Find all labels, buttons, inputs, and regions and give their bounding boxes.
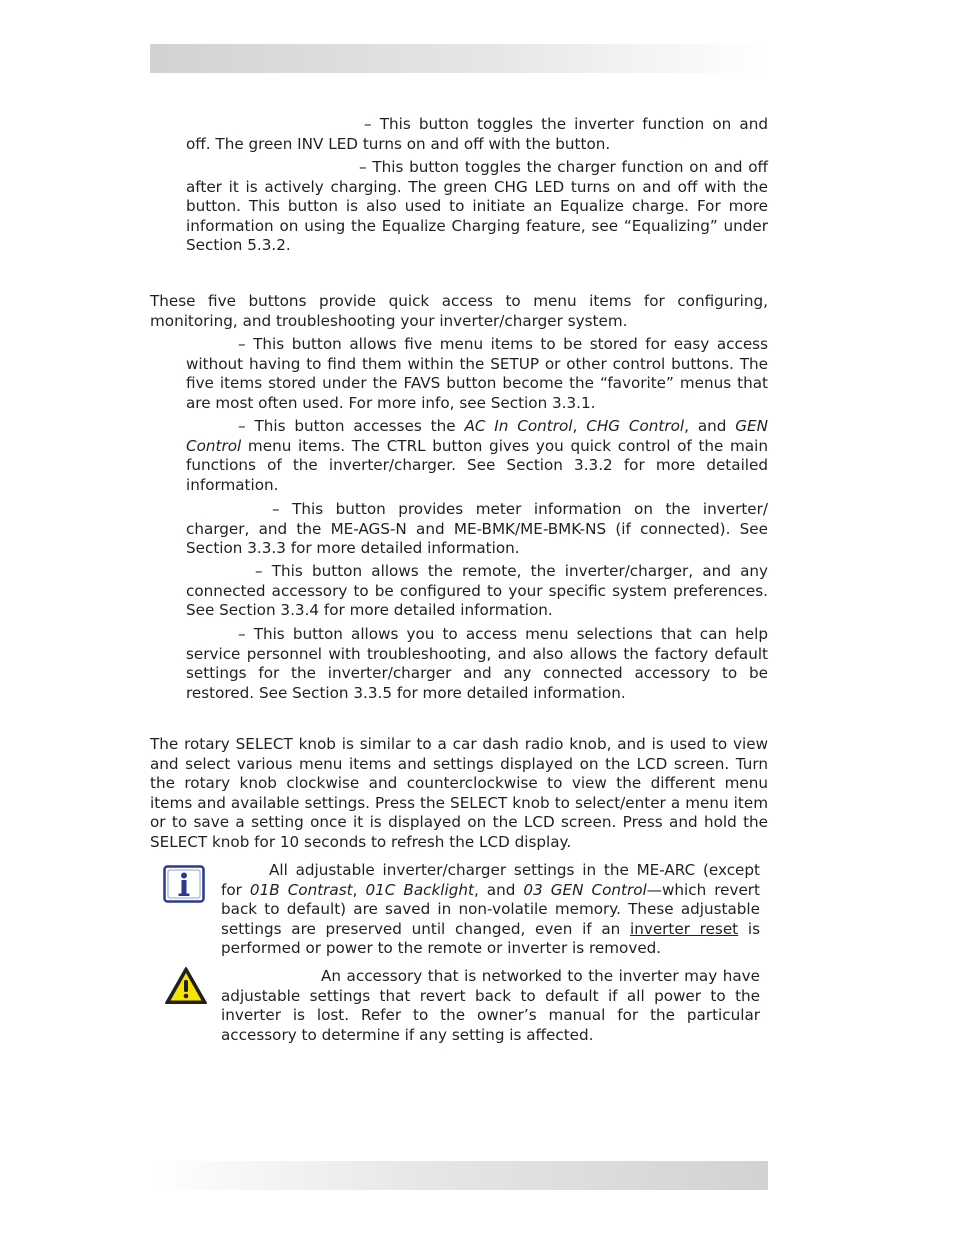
ctrl-chg-control: CHG Control	[586, 417, 685, 435]
tech-description-text: – This button allows you to access menu selections that can help service personnel with troubleshooting, and also allows the factory default settings for the inverter/charger and any connected accessory to be restored. See Section 3.3.5 for more detailed information.	[186, 625, 768, 702]
header-band	[150, 44, 768, 73]
meter-button-description	[186, 500, 768, 559]
inv-button-description	[186, 115, 768, 154]
chg-description-text: – This button toggles the charger function on and off after it is actively charging. The green CHG LED turns on and off with the button. This button is also used to initiate an Equalize charge. For more information on using the Equalize Charging feature, see “Equalizing” under Section 5.3.2.	[186, 158, 768, 254]
ctrl-text-4: menu items. The CTRL button gives you quick control of the main functions of the inverter/charger. See Section 3.3.2 for more detailed information.	[186, 436, 768, 494]
info-note-text-3: , and	[473, 880, 524, 899]
inverter-reset-link[interactable]: inverter reset	[630, 919, 739, 938]
setup-button-description	[186, 562, 768, 621]
inv-description-text: – This button toggles the inverter function on and off. The green INV LED turns on and off with the button.	[186, 115, 768, 153]
ctrl-text-1: – This button accesses the	[238, 417, 465, 435]
meter-description-text: – This button provides meter information on the inverter/ charger, and the ME-AGS-N and ME-BMK/ME-BMK-NS (if connected). See Section 3.3.3 for more detailed information.	[186, 500, 768, 557]
ctrl-text-3: , and	[684, 417, 736, 435]
info-note-contrast: 01B Contrast	[249, 880, 353, 899]
info-note-gen-control: 03 GEN Control	[523, 880, 647, 899]
select-knob-paragraph: The rotary SELECT knob is similar to a car dash radio knob, and is used to view and select various menu items and settings displayed on the LCD screen. Turn the rotary knob clockwise and counterclockwise to view the different menu items and available settings. Press the SELECT knob to select/enter a menu item or to save a setting once it is displayed on the LCD screen. Press and hold the SELECT knob for 10 seconds to refresh the LCD display.	[150, 735, 768, 851]
info-note-text-2: ,	[352, 880, 366, 899]
favs-button-description	[186, 335, 768, 413]
ctrl-gen-control: GEN Control	[186, 417, 769, 455]
caution-icon	[164, 966, 208, 1006]
setup-description-text: – This button allows the remote, the inverter/charger, and any connected accessory to be configured to your specific system preferences. See Section 3.3.4 for more detailed information.	[186, 562, 768, 619]
info-note-backlight: 01C Backlight	[365, 880, 474, 899]
ctrl-text-2: ,	[572, 417, 587, 435]
info-note	[221, 861, 760, 959]
info-note-text-4: —which revert back to default) are saved in non-volatile memory. These adjustable settings are preserved until changed, even if an	[221, 880, 761, 938]
caution-note-text: An accessory that is networked to the inverter may have adjustable settings that revert back to default if all power to the inverter is lost. Refer to the owner’s manual for the particular accessory to determine if any setting is affected.	[221, 967, 760, 1044]
menu-buttons-intro: These five buttons provide quick access to menu items for configuring, monitoring, and troubleshooting your inverter/charger system.	[150, 292, 768, 330]
info-icon	[163, 865, 205, 903]
info-note-text-1: All adjustable inverter/charger settings in the ME-ARC (except for	[221, 861, 760, 899]
tech-button-description	[186, 625, 768, 703]
ctrl-ac-in-control: AC In Control	[464, 417, 573, 435]
footer-band	[150, 1161, 768, 1190]
info-note-text-5: is performed or power to the remote or inverter is removed.	[221, 919, 761, 957]
chg-button-description	[186, 158, 768, 256]
favs-description-text: – This button allows five menu items to be stored for easy access without having to find them within the SETUP or other control buttons. The five items stored under the FAVS button become the “favorite” menus that are most often used. For more info, see Section 3.3.1.	[186, 335, 768, 412]
caution-note	[221, 967, 760, 1045]
ctrl-button-description	[186, 417, 768, 495]
